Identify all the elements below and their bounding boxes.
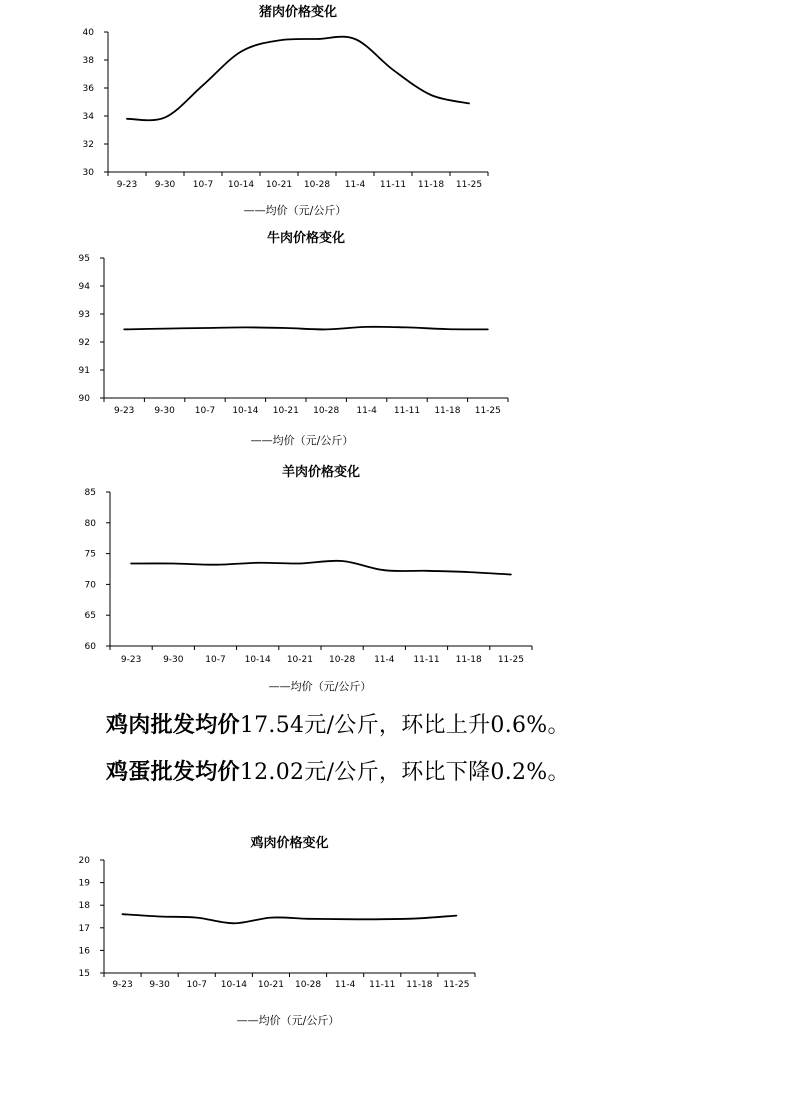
mutton-y-tick-label: 65 bbox=[84, 611, 96, 622]
pork-y-tick-label: 40 bbox=[82, 28, 94, 38]
pork-chart-title: 猪肉价格变化 bbox=[258, 5, 338, 20]
pork-y-tick-label: 30 bbox=[82, 168, 94, 178]
beef-y-tick-label: 91 bbox=[78, 366, 90, 376]
mutton-x-tick-label: 10-14 bbox=[244, 655, 271, 665]
egg-price-paragraph bbox=[106, 755, 570, 786]
chicken-price-chart bbox=[0, 830, 798, 1040]
chicken-x-tick-label: 11-25 bbox=[443, 980, 470, 990]
mutton-legend: ——均价（元/公斤） bbox=[268, 680, 372, 693]
chicken-x-tick-label: 10-21 bbox=[257, 980, 285, 990]
pork-legend: ——均价（元/公斤） bbox=[243, 204, 347, 217]
beef-x-tick-label: 9-23 bbox=[113, 406, 135, 416]
pork-x-tick-label: 10-7 bbox=[192, 180, 214, 190]
chicken-y-tick-label: 18 bbox=[78, 901, 90, 912]
mutton-x-tick-label: 9-30 bbox=[163, 655, 184, 665]
mutton-x-tick-label: 10-28 bbox=[329, 655, 356, 665]
chicken-y-tick-label: 16 bbox=[78, 946, 90, 957]
chicken-legend: ——均价（元/公斤） bbox=[236, 1014, 340, 1027]
beef-y-tick-label: 94 bbox=[78, 282, 90, 292]
beef-price-chart bbox=[0, 226, 798, 450]
beef-y-tick-label: 92 bbox=[78, 338, 90, 348]
pork-price-chart bbox=[0, 0, 798, 222]
mutton-price-chart bbox=[0, 458, 798, 698]
pork-x-tick-label: 11-11 bbox=[379, 180, 407, 190]
mutton-x-tick-label: 11-25 bbox=[497, 655, 524, 665]
chicken-x-tick-label: 10-14 bbox=[220, 980, 247, 990]
beef-y-tick-label: 95 bbox=[78, 254, 90, 264]
mutton-x-tick-label: 9-23 bbox=[120, 655, 142, 665]
chicken-y-tick-label: 15 bbox=[78, 969, 90, 979]
mutton-y-tick-label: 80 bbox=[84, 518, 96, 529]
beef-series-line bbox=[124, 327, 488, 330]
chicken-chart-title: 鸡肉价格变化 bbox=[250, 836, 329, 851]
chicken-y-tick-label: 20 bbox=[78, 856, 90, 866]
chicken-x-tick-label: 10-28 bbox=[294, 980, 322, 990]
mutton-x-tick-label: 11-4 bbox=[374, 655, 395, 665]
mutton-x-tick-label: 10-7 bbox=[205, 655, 226, 665]
beef-x-tick-label: 10-28 bbox=[313, 406, 340, 416]
beef-x-tick-label: 9-30 bbox=[154, 406, 175, 416]
mutton-x-tick-label: 11-18 bbox=[455, 655, 482, 665]
pork-x-tick-label: 10-14 bbox=[227, 180, 255, 190]
beef-x-tick-label: 10-21 bbox=[272, 406, 299, 416]
pork-x-tick-label: 10-28 bbox=[303, 180, 331, 190]
chicken-lead-text: 鸡肉批发均价 bbox=[106, 712, 240, 738]
mutton-y-tick-label: 75 bbox=[84, 549, 96, 560]
chicken-y-tick-label: 19 bbox=[78, 878, 90, 889]
mutton-y-tick-label: 70 bbox=[84, 580, 96, 591]
pork-x-tick-label: 11-4 bbox=[344, 180, 366, 190]
beef-chart-title: 牛肉价格变化 bbox=[266, 231, 346, 246]
chicken-detail-text: 17.54元/公斤，环比上升0.6%。 bbox=[239, 713, 570, 738]
beef-y-tick-label: 93 bbox=[78, 310, 90, 320]
mutton-x-tick-label: 11-11 bbox=[413, 655, 440, 665]
chicken-x-tick-label: 11-4 bbox=[334, 980, 356, 990]
pork-y-tick-label: 32 bbox=[82, 140, 94, 150]
chicken-y-tick-label: 17 bbox=[78, 923, 90, 934]
pork-x-tick-label: 9-30 bbox=[154, 180, 176, 190]
pork-x-tick-label: 10-21 bbox=[265, 180, 293, 190]
beef-x-tick-label: 11-11 bbox=[393, 406, 421, 416]
pork-y-tick-label: 34 bbox=[82, 112, 94, 122]
mutton-chart-title: 羊肉价格变化 bbox=[281, 465, 361, 480]
chicken-x-tick-label: 11-18 bbox=[406, 980, 433, 990]
mutton-y-tick-label: 85 bbox=[84, 488, 96, 498]
beef-legend: ——均价（元/公斤） bbox=[250, 434, 354, 447]
pork-series-line bbox=[127, 37, 469, 121]
beef-x-tick-label: 10-14 bbox=[232, 406, 259, 416]
chicken-x-tick-label: 9-30 bbox=[149, 980, 170, 990]
chicken-x-tick-label: 9-23 bbox=[112, 980, 133, 990]
beef-y-tick-label: 90 bbox=[78, 394, 90, 404]
mutton-series-line bbox=[131, 561, 511, 575]
beef-x-tick-label: 11-25 bbox=[474, 406, 501, 416]
pork-y-tick-label: 36 bbox=[82, 84, 94, 94]
egg-detail-text: 12.02元/公斤，环比下降0.2%。 bbox=[239, 760, 570, 785]
chicken-x-tick-label: 10-7 bbox=[186, 980, 207, 990]
egg-lead-text: 鸡蛋批发均价 bbox=[106, 759, 240, 785]
mutton-x-tick-label: 10-21 bbox=[286, 655, 313, 665]
beef-x-tick-label: 10-7 bbox=[194, 406, 216, 416]
beef-x-tick-label: 11-18 bbox=[434, 406, 461, 416]
pork-x-tick-label: 11-25 bbox=[455, 180, 483, 190]
pork-x-tick-label: 11-18 bbox=[417, 180, 445, 190]
beef-x-tick-label: 11-4 bbox=[356, 406, 377, 416]
chicken-series-line bbox=[123, 914, 457, 923]
chicken-x-tick-label: 11-11 bbox=[369, 980, 396, 990]
chicken-price-paragraph bbox=[106, 708, 570, 739]
pork-y-tick-label: 38 bbox=[82, 56, 94, 66]
mutton-y-tick-label: 60 bbox=[84, 642, 96, 652]
pork-x-tick-label: 9-23 bbox=[116, 180, 138, 190]
